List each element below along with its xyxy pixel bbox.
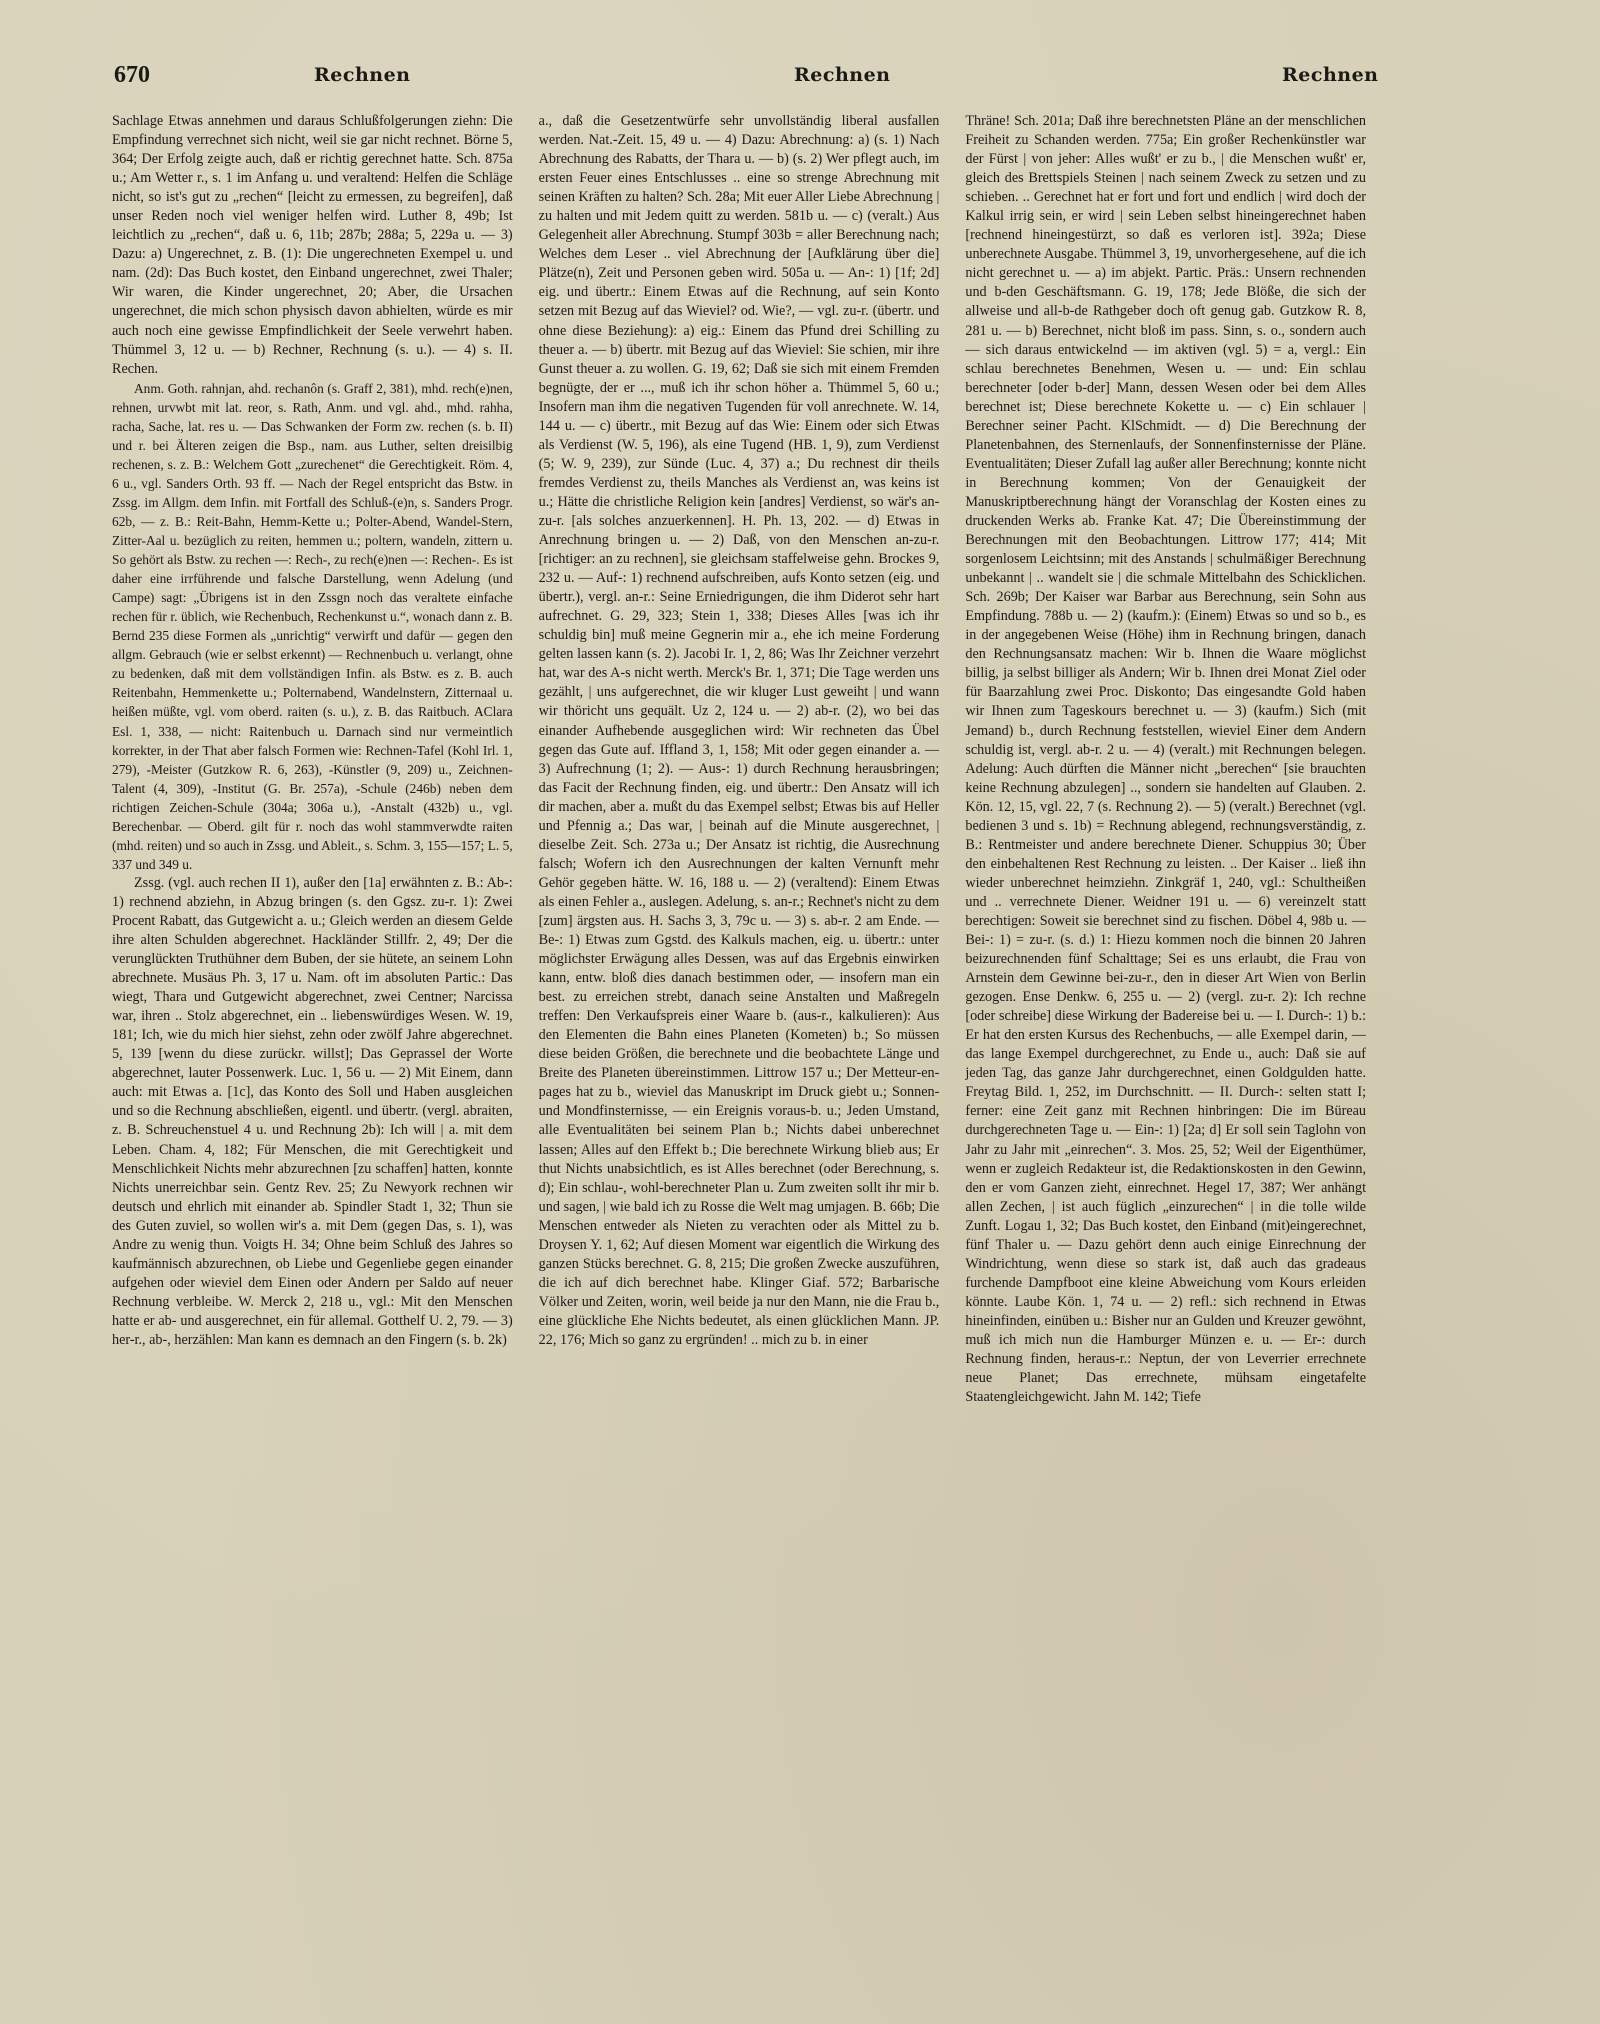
annotation-paragraph: Anm. Goth. rahnjan, ahd. rechanôn (s. Graff 2, 381), mhd. rech(e)nen, rehnen, urvwbt mit lat. reor, s. Rath, Anm. und vgl. ahd., mhd. rahha, racha, Sache, lat. res u. — Das Schwanken der Form zw. rechen (s. b. II) und r. bei Älteren zeigen die Bsp., nam. aus Luther, selten dreisilbig rechenen, s. z. B.: Welchem Gott „zurechenet“ die Gerechtigkeit. Röm. 4, 6 u., vgl. Sanders Orth. 93 ff. — Nach der Regel entspricht das Bstw. in Zssg. im Allgm. dem Infin. mit Fortfall des Schluß-(e)n, s. Sanders Progr. 62b, — z. B.: Reit-Bahn, Hemm-Kette u.; Polter-Abend, Wandel-Stern, Zitter-Aal u. bezüglich zu reiten, hemmen u.; poltern, wandeln, zittern u. So gehört als Bstw. zu rechen —: Rech-, zu rech(e)nen —: Rechen-. Es ist daher eine irrführende und falsche Darstellung, wenn Adelung (und Campe) sagt: „Übrigens ist in den Zssgn noch das veraltete einfache rechen für r. üblich, wie Rechenbuch, Rechenkunst u.“, wonach dann z. B. Bernd 235 diese Formen als „unrichtig“ verwirft und dafür — gegen den allgm. Gebrauch (wie er selbst erkennt) — Rechnenbuch u. verlangt, ohne zu bedenken, daß mit dem vollständigen Infin. als Bstw. es z. B. auch Reitenbahn, Hemmenkette u.; Polternabend, Wandelnstern, Zitternaal u. heißen müßte, vgl. vom oberd. raiten (s. u.), z. B. das Raitbuch. AClara Esl. 1, 338, — nicht: Raitenbuch u. Darnach sind nur vermeintlich korrekter, in der That aber falsch Formen wie: Rechnen-Tafel (Kohl Irl. 1, 279), -Meister (Gutzkow R. 6, 263), -Künstler (9, 209) u., Zeichnen-Talent (4, 309), -Institut (G. Br. 257a), -Schule (246b) neben dem richtigen Zeichen-Schule (304a; 306a u.), -Anstalt (432b) u., vgl. Berechenbar. — Oberd. gilt für r. noch das wohl stammverwdte raiten (mhd. reiten) und so auch in Zssg. und Ableit., s. Schm. 3, 155—157; L. 5, 337 und 349 u.: [112, 380, 513, 872]
compounds-paragraph: Zssg. (vgl. auch rechen II 1), außer den [1a] erwähnten z. B.: Ab-: 1) rechnend abziehn, in Abzug bringen (s. den Ggsz. zu-r. 1): Zwei Procent Rabatt, das Gutgewicht a. u.; Gleich werden an diesem Gelde ihre alten Schulden abgerechnet. Hackländer Stillfr. 2, 49; Der die verunglückten Truthühner dem Buben, der sie hütete, an seinem Lohn abrechnete. Musäus Ph. 3, 17 u. Nam. oft im absoluten Partic.: Das wiegt, Thara und Gutgewicht abgerechnet, zwei Centner; Narcissa war, ihren .. Stolz abgerechnet, ein .. liebenswürdiges Wesen. W. 19, 181; Ich, wie du mich hier siehst, zehn oder zwölf Jahre abgerechnet. 5, 139 [wenn du diese zurückr. willst]; Das Geprassel der Worte abgerechnet, lauter Possenwerk. Luc. 1, 56 u. — 2) Mit Einem, dann auch: mit Etwas a. [1c], das Konto des Soll und Haben ausgleichen und so die Rechnung abschließen, eigentl. und übertr. (vergl. abraiten, z. B. Schreuchenstuel 4 u. und Rechnung 2b): Ich will | a. mit dem Leben. Cham. 4, 182; Für Menschen, die mit Gerechtigkeit und Menschlichkeit Nichts mehr abzurechnen [zu schaffen] hatten, konnte Nichts unerreichbar sein. Gentz Rev. 25; Zu Newyork rechnen wir deutsch und ehrlich mit einander ab. Spindler Stadt 1, 32; Thun sie des Guten zuviel, so wollen wir's a. mit Dem (gegen Das, s. 1), was Andre zu wenig thun. Voigts H. 34; Ohne beim Schluß des Jahres so kaufmännisch abzurechnen, ob Liebe und Gegenliebe gegen einander aufgehen oder wieviel dem Einen oder Andern per Saldo auf neuer Rechnung verbleibe. W. Merck 2, 218 u., vgl.: Mit den Menschen hatte er ab- und ausgerechnet, ein für allemal. Gotthelf U. 2, 79. — 3) her-r., ab-, herzählen: Man kann es demnach an den Fingern (s. b. 2k): [112, 874, 513, 1348]
running-head-center: Rechnen: [794, 64, 891, 86]
running-head-right: Rechnen: [1282, 64, 1379, 86]
column-right: [965, 112, 1366, 1992]
page-number: 670: [114, 62, 150, 88]
running-head-left: Rechnen: [314, 64, 411, 86]
entry-paragraph: a., daß die Gesetzentwürfe sehr unvollständig liberal ausfallen werden. Nat.-Zeit. 15, 49 u. — 4) Dazu: Abrechnung: a) (s. 1) Nach Abrechnung des Rabatts, der Thara u. — b) (s. 2) Wer pflegt auch, im ersten Feuer eines Entschlusses .. eine so strenge Abrechnung mit seinen Kräften zu halten? Sch. 28a; Mit euer Aller Liebe Abrechnung | zu halten und mit Jedem quitt zu werden. 581b u. — c) (veralt.) Aus Gelegenheit aller Abrechnung. Stumpf 303b = aller Berechnung nach; Welches dem Leser .. viel Abrechnung der [Aufklärung über die] Plätze(n), Zeit und Personen geben wird. 505a u. — An-: 1) [1f; 2d] eig. und übertr.: Einem Etwas auf die Rechnung, auf sein Konto setzen mit Bezug auf das Wieviel? od. Wie?, — vgl. zu-r. (übertr. und ohne diese Beziehung): a) eig.: Einem das Pfund drei Schilling zu theuer a. — b) übertr. mit Bezug auf das Wieviel: Sie schien, mir ihre Gunst theuer a. zu wollen. G. 19, 62; Daß sie sich mit einem Fremden begnügte, der er ..., muß ich ihr schon höher a. Thümmel 5, 60 u.; Insofern man ihm die negativen Tugenden für voll anrechnete. W. 14, 144 u. — c) übertr., mit Bezug auf das Wie: Einem oder sich Etwas als Verdienst (W. 5, 196), als eine Tugend (HB. 1, 9), zum Verdienst (5; W. 9, 239), zur Sünde (Luc. 4, 37) a.; Du rechnest dir theils fremdes Verdienst zu, theils Manches als Verdienst an, was keins ist u.; Hätte die christliche Religion kein [andres] Verdienst, so wär's an-zu-r. [als solches anzuerkennen]. H. Ph. 13, 202. — d) Etwas in Anrechnung bringen u. — 2) Daß, von den Menschen an-zu-r. [richtiger: an zu rechnen], sie gleichsam staffelweise gehn. Brockes 9, 232 u. — Auf-: 1) rechnend aufschreiben, aufs Konto setzen (eig. und übertr.), vergl. an-r.: Seine Erniedrigungen, die ihm Diderot sehr hart aufrechnet. G. 29, 323; Stein 1, 338; Dieses Alles [was ich ihr schuldig bin] muß meine Gegnerin mir a., ehe ich meine Forderung gelten lassen kann (s. 2). Jacobi Ir. 1, 2, 86; Was Ihr Zeichner verzehrt hat, war des A-s nicht werth. Merck's Br. 1, 371; Die Tage werden uns gezählt, | uns aufgerechnet, die wir kluger Lust geweiht | und wann wir thöricht uns gequält. Uz 2, 124 u. — 2) ab-r. (2), wo bei das einander Aufhebende ausgeglichen wird: Wir rechneten das Übel gegen das Gute auf. Iffland 3, 1, 158; Mit oder gegen einander a. — 3) Aufrechnung (1; 2). — Aus-: 1) durch Rechnung herausbringen; das Facit der Rechnung finden, eig. und übertr.: Den Ansatz will ich dir machen, aber a. mußt du das Exempel selbst; Etwas bis auf Heller und Pfennig a.; Das war, | beinah auf die Minute ausgerechnet, | dieselbe Zeit. Sch. 273a u.; Der Ansatz ist richtig, die Ausrechnung falsch; Wofern ich den Ausrechnungen der kalten Vernunft mehr Gehör gegeben hätte. W. 16, 188 u. — 2) (veraltend): Einem Etwas als einen Fehler a., auslegen. Adelung, s. an-r.; Rechnet's nicht zu dem [zum] ärgsten aus. H. Sachs 3, 3, 79c u. — 3) s. ab-r. 2 am Ende. — Be-: 1) Etwas zum Ggstd. des Kalkuls machen, eig. u. übertr.: unter möglichster Erwägung alles Dessen, was auf das Ergebnis einwirken kann, entw. bloß dies danach bestimmen oder, — insofern man ein best. zu erreichen strebt, danach seine Anstalten und Maßregeln treffen: Den Verkaufspreis einer Waare b. (aus-r., kalkulieren): Aus den Elementen die Bahn eines Planeten (Kometen) b.; So müssen diese beiden Größen, die berechnete und die beobachtete Länge und Breite des Planeten übereinstimmen. Littrow 157 u.; Der Metteur-en-pages hat zu b., wieviel das Manuskript im Druck giebt u.; Sonnen- und Mondfinsternisse, — ein Ereignis voraus-b. u.; Jeden Umstand, alle Eventualitäten bei seinem Plan b.; Nichts dabei unberechnet lassen; Alles auf den Effekt b.; Die berechnete Wirkung blieb aus; Er thut Nichts unabsichtlich, es ist Alles berechnet (oder Berechnung, s. d); Ein schlau-, wohl-berechneter Plan u. Zum zweiten sollt ihr mir b. und sagen, | wie bald ich zu Rosse die Welt mag umjagen. B. 66b; Die Menschen entweder als Nieten zu verachten oder als Mittel zu b. Droysen Y. 1, 62; Auf diesen Moment war eigentlich die Wirkung des ganzen Stücks berechnet. G. 8, 215; Die großen Zwecke auszuführen, die ich auf dich berechnet habe. Klinger Giaf. 572; Barbarische Völker und Zeiten, worin, weil beide ja nur den Mann, nie die Frau b., eine glückliche Ehe Nichts bedeutet, als einen glücklichen Mann. JP. 22, 176; Mich so ganz zu ergründen! .. mich zu b. in einer: [538, 113, 940, 1348]
text-columns: [112, 112, 1366, 1992]
entry-paragraph: Sachlage Etwas annehmen und daraus Schlußfolgerungen ziehn: Die Empfindung verrechnet sich nicht, weil sie gar nicht rechnet. Börne 5, 364; Der Erfolg zeigte auch, daß er richtig gerechnet hatte. Sch. 875a u.; Am Wetter r., s. 1 im Anfang u. und veraltend: Helfen die Schläge nicht, so ist's gut zu „rechen“ [leicht zu ermessen, zu begreifen], daß unser Reden noch viel weniger helfen wird. Luther 8, 49b; Ist leichtlich zu „rechen“, daß u. 6, 11b; 287b; 288a; 5, 229a u. — 3) Dazu: a) Ungerechnet, z. B. (1): Die ungerechneten Exempel u. und nam. (2d): Das Buch kostet, den Einband ungerechnet, zwei Thaler; Wir waren, die Kinder ungerechnet, 20; Aber, die Ursachen ungerechnet, die mich schon physisch davon abhielten, würde es mir auch noch eine gewisse Empfindlichkeit der Seele verwehrt haben. Thümmel 3, 12 u. — b) Rechner, Rechnung (s. u.). — 4) s. II. Rechen.: [112, 113, 513, 377]
entry-paragraph: Thräne! Sch. 201a; Daß ihre berechnetsten Pläne an der menschlichen Freiheit zu Schanden werden. 775a; Ein großer Rechenkünstler war der Fürst | von jeher: Alles wußt' er zu b., | die Menschen wußt' er, gleich des Brettspiels Steinen | nach seinem Zweck zu setzen und zu schieben. .. Gerechnet hat er fort und fort und endlich | wird doch der Kalkul irrig sein, er wird | sein Leben selbst hineingerechnet haben [rechnend hineingestürzt, so daß es verloren ist]. 392a; Diese unberechnete Ausgabe. Thümmel 3, 19, unvorhergesehene, auf die ich nicht gerechnet u. — a) im abjekt. Partic. Präs.: Unsern rechnenden und b-den Geschäftsmann. G. 19, 178; Jede Blöße, die sich der allweise und all-b-de Rathgeber doch oft genug gab. Gutzkow R. 8, 281 u. — b) Berechnet, nicht bloß im pass. Sinn, s. o., sondern auch — sich daraus entwickelnd — im aktiven (vgl. 5) = a, vergl.: Ein schlau berechnetes Benehmen, Wesen u. — und: Ein schlau berechneter [oder b-der] Mann, dessen Wesen oder bei dem Alles berechnet ist; Diese berechnete Kokette u. — c) Ein schlauer | Berechner seiner Pacht. KlSchmidt. — d) Die Berechnung der Planetenbahnen, des Sternenlaufs, der Sonnenfinsternisse der Pläne. Eventualitäten; Dieser Zufall lag außer aller Berechnung; konnte nicht in Berechnung kommen; Von der Genauigkeit der Manuskriptberechnung hängt der Voranschlag der Kosten eines zu druckenden Werks ab. Franke Kat. 47; Die Übereinstimmung der Berechnungen mit den Beobachtungen. Littrow 177; 414; Mit sorgenlosem Leichtsinn; mit des Anstands | schulmäßiger Berechnung unbekannt | .. wandelt sie | die schmale Mittelbahn des Schicklichen. Sch. 269b; Der Kaiser war Barbar aus Berechnung, sein Sohn aus Empfindung. 788b u. — 2) (kaufm.): (Einem) Etwas so und so b., es in der angegebenen Weise (Höhe) ihm in Rechnung bringen, danach den Rechnungsansatz machen: Wir b. Ihnen die Waare möglichst billig, ja selbst billiger als Andern; Wir b. Ihnen drei Monat Ziel oder für Baarzahlung zwei Proc. Diskonto; Das eingesandte Gold haben wir Ihnen zum Tageskours berechnet u. — 3) (kaufm.) Sich (mit Jemand) b., durch Rechnung feststellen, wieviel Einer dem Andern schuldig ist, vergl. ab-r. 2 u. — 4) (veralt.) mit Rechnungen belegen. Adelung: Auch dürften die Männer nicht „berechen“ [sie brauchten keine Rechnung abzulegen] .., sondern sie handelten auf Glauben. 2. Kön. 12, 15, vgl. 22, 7 (s. Rechnung 2). — 5) (veralt.) Berechnet (vgl. bedienen 3 und s. 1b) = Rechnung ablegend, rechnungsverständig, z. B.: Rentmeister und andere berechnete Diener. Schuppius 30; Über den einbehaltenen Rest Rechnung zu leisten. .. Der Kaiser .. ließ ihn wieder unberechnet heimziehn. Zinkgräf 1, 240, vgl.: Schultheißen und .. verrechnete Diener. Weidner 191 u. — 6) vereinzelt statt berechtigen: Soweit sie berechnet sind zu fischen. Döbel 4, 98b u. — Bei-: 1) = zu-r. (s. d.) 1: Hiezu kommen noch die binnen 20 Jahren beizurechnenden fünf Schalttage; Sei es uns erlaubt, die Frau von Arnstein dem Gewinne bei-zu-r., den in dieser Art Wien von Berlin gezogen. Ense Denkw. 6, 255 u. — 2) (vergl. zu-r. 2): Ich rechne [oder schreibe] diese Wirkung der Badereise bei u. — I. Durch-: 1) b.: Er hat den ersten Kursus des Rechenbuchs, — alle Exempel darin, — das lange Exempel durchgerechnet, zu Ende u., auch: Daß sie auf jeden Tag, das ganze Jahr durchgerechnet, einen Goldgulden hatte. Freytag Bild. 1, 252, im Durchschnitt. — II. Durch-: selten statt I; ferner: eine Zeit ganz mit Rechnen hinbringen: Die im Büreau durchgerechneten Tage u. — Ein-: 1) [2a; d] Er soll sein Taglohn von Jahr zu Jahr mit „einrechen“. 3. Mos. 25, 52; Weil der Eigenthümer, wenn er zugleich Redakteur ist, die Redaktionskosten in den Gewinn, den er vom Ganzen zieht, einrechnet. Hegel 17, 387; Wer anhängt allen Zechen, | ist auch füglich „einzurechen“ | in die tolle wilde Zunft. Logau 1, 32; Das Buch kostet, den Einband (mit)eingerechnet, fünf Thaler u. — Dazu gehört denn auch einige Einrechnung der Windrichtung, wenn diese so stark ist, daß auch das gradeaus furchende Dampfboot eine kleine Abweichung vom Kours erleiden könnte. Laube Kön. 1, 74 u. — 2) refl.: sich rechnend in Etwas hineinfinden, einüben u.: Bisher nur an Gulden und Kreuzer gewöhnt, muß ich mich nun die Hamburger Münzen e. u. — Er-: durch Rechnung finden, heraus-r.: Neptun, der von Leverrier errechnete neue Planet; Das errechnete, mühsam eingetafelte Staatengleichgewicht. Jahn M. 142; Tiefe: [965, 113, 1367, 1406]
column-left: [112, 112, 513, 1992]
column-middle: [539, 112, 940, 1992]
page-header: [114, 62, 1379, 96]
